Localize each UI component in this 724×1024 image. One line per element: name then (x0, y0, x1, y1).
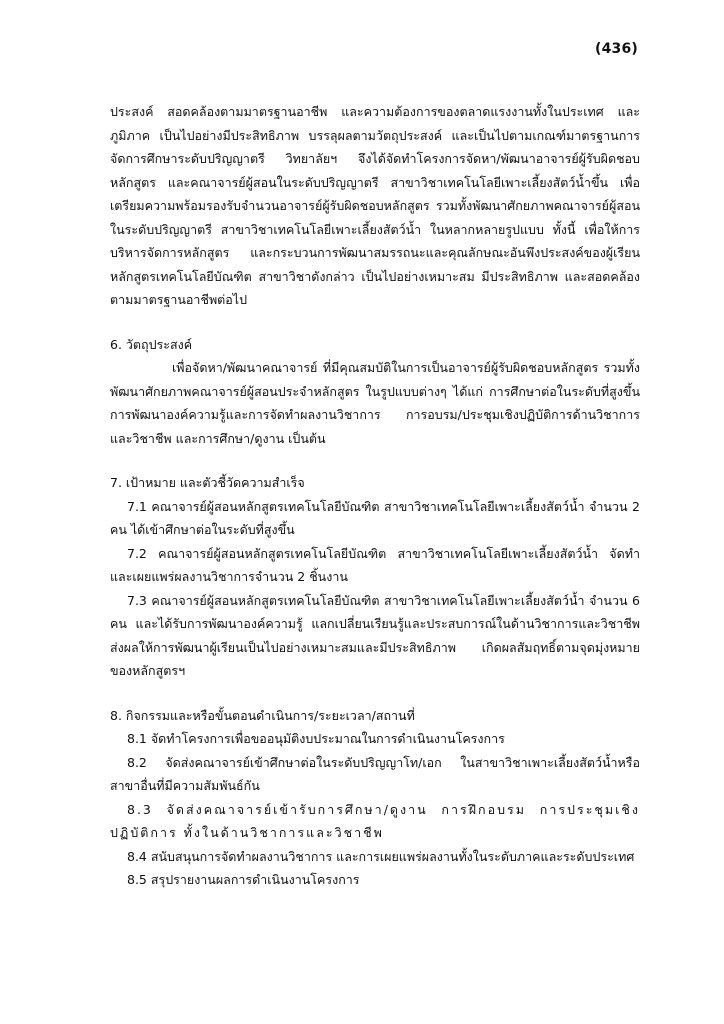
intro-paragraph: ประสงค์ สอดคล้องตามมาตรฐานอาชีพ และความต้องการของตลาดแรงงานทั้งในประเทศ และภูมิภาค เป็นไปอย่างมีประสิทธิภาพ บรรลุผลตามวัตถุประสงค์ และเป็นไปตามเกณฑ์มาตรฐานการจัดการศึกษาระดับปริญญาตรี วิทยาลัยฯ จึงได้จัดทำโครงการจัดหา/พัฒนาอาจารย์ผู้รับผิดชอบหลักสูตร และคณาจารย์ผู้สอนในระดับปริญญาตรี สาขาวิชาเทคโนโลยีเพาะเลี้ยงสัตว์น้ำขึ้น เพื่อเตรียมความพร้อมรองรับจำนวนอาจารย์ผู้รับผิดชอบหลักสูตร รวมทั้งพัฒนาศักยภาพคณาจารย์ผู้สอนในระดับปริญญาตรี สาขาวิชาเทคโนโลยีเพาะเลี้ยงสัตว์น้ำ ในหลากหลายรูปแบบ ทั้งนี้ เพื่อให้การบริหารจัดการหลักสูตร และกระบวนการพัฒนาสมรรถนะและคุณลักษณะอันพึงประสงค์ของผู้เรียนหลักสูตรเทคโนโลยีบัณฑิต สาขาวิชาดังกล่าว เป็นไปอย่างเหมาะสม มีประสิทธิภาพ และสอดคล้องตามมาตรฐานอาชีพต่อไป (110, 104, 640, 307)
section-8-item: 8.3 จัดส่งคณาจารย์เข้ารับการศึกษา/ดูงาน การฝึกอบรม การประชุมเชิงปฏิบัติการ ทั้งในด้านวิชาการและวิชาชีพ (110, 801, 640, 840)
section-8-item: 8.2 จัดส่งคณาจารย์เข้าศึกษาต่อในระดับปริญญาโท/เอก ในสาขาวิชาเพาะเลี้ยงสัตว์น้ำหรือสาขาอื่นที่มีความสัมพันธ์กัน (110, 754, 640, 793)
section-8-item: 8.4 สนับสนุนการจัดทำผลงานวิชาการ และการเผยแพร่ผลงานทั้งในระดับภาคและระดับประเทศ (127, 848, 635, 864)
document-body (110, 100, 640, 892)
section-8-item: 8.5 สรุปรายงานผลการดำเนินงานโครงการ (127, 872, 360, 887)
page-number: (436) (594, 41, 638, 57)
section-6-heading: 6. วัตถุประสงค์ (110, 336, 193, 352)
section-8-item: 8.1 จัดทำโครงการเพื่อขออนุมัติงบประมาณในการดำเนินงานโครงการ (127, 731, 505, 746)
section-6-body: เพื่อจัดหา/พัฒนาคณาจารย์ ที่มีคุณสมบัติในการเป็นอาจารย์ผู้รับผิดชอบหลักสูตร รวมทั้งพัฒนาศักยภาพคณาจารย์ผู้สอนประจำหลักสูตร ในรูปแบบต่างๆ ได้แก่ การศึกษาต่อในระดับที่สูงขึ้น การพัฒนาองค์ความรู้และการจัดทำผลงานวิชาการ การอบรม/ประชุมเชิงปฏิบัติการด้านวิชาการและวิชาชีพ และการศึกษา/ดูงาน เป็นต้น (110, 360, 640, 446)
section-7-item: 7.2 คณาจารย์ผู้สอนหลักสูตรเทคโนโลยีบัณฑิต สาขาวิชาเทคโนโลยีเพาะเลี้ยงสัตว์น้ำ จัดทำและเผยแพร่ผลงานวิชาการจำนวน 2 ชิ้นงาน (110, 545, 640, 584)
spacer (110, 683, 640, 704)
section-7-heading: 7. เป้าหมาย และตัวชี้วัดความสำเร็จ (110, 475, 305, 490)
section-7-item: 7.1 คณาจารย์ผู้สอนหลักสูตรเทคโนโลยีบัณฑิต สาขาวิชาเทคโนโลยีเพาะเลี้ยงสัตว์น้ำ จำนวน 2 คน ได้เข้าศึกษาต่อในระดับที่สูงขึ้น (110, 498, 640, 537)
section-8-heading: 8. กิจกรรมและหรือขั้นตอนดำเนินการ/ระยะเวลา/สถานที่ (110, 707, 415, 723)
spacer (110, 450, 640, 471)
spacer (110, 312, 640, 333)
section-7-item: 7.3 คณาจารย์ผู้สอนหลักสูตรเทคโนโลยีบัณฑิต สาขาวิชาเทคโนโลยีเพาะเลี้ยงสัตว์น้ำ จำนวน 6 คน และได้รับการพัฒนาองค์ความรู้ แลกเปลี่ยนเรียนรู้และประสบการณ์ในด้านวิชาการและวิชาชีพ ส่งผลให้การพัฒนาผู้เรียนเป็นไปอย่างเหมาะสมและมีประสิทธิภาพ เกิดผลสัมฤทธิ์ตามจุดมุ่งหมายของหลักสูตรฯ (110, 592, 640, 678)
